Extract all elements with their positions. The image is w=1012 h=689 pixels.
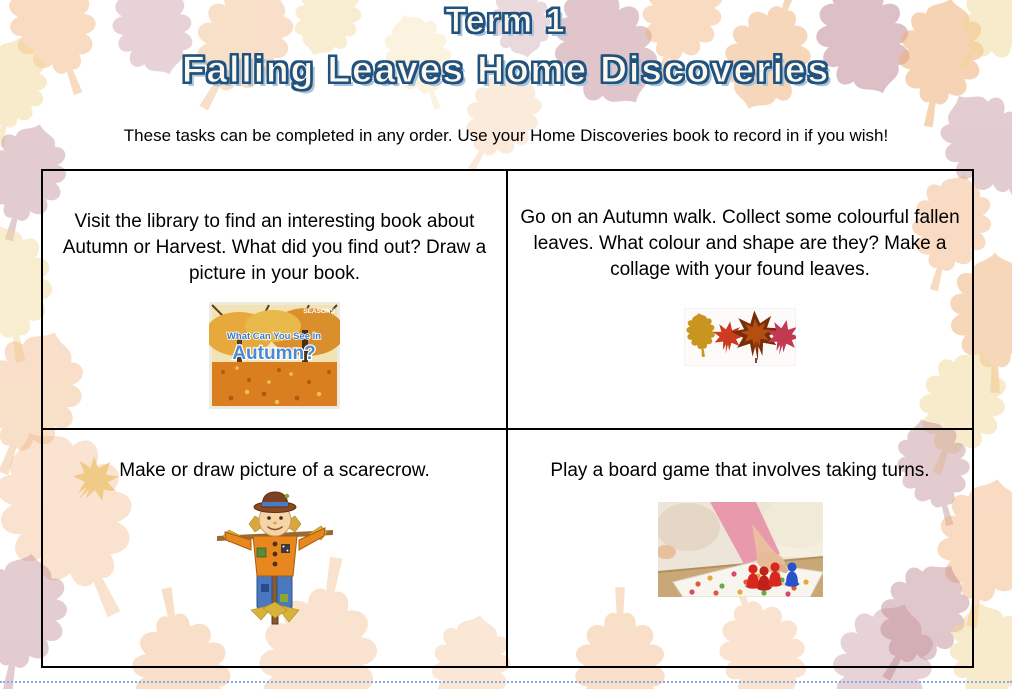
title-block xyxy=(0,0,1012,91)
task-table xyxy=(41,169,974,668)
task-cell-autumn-walk xyxy=(508,171,972,430)
instructions-text: These tasks can be completed in any order. Use your Home Discoveries book to record in if you wish! xyxy=(123,126,889,145)
page-margin-dotted-line xyxy=(0,681,1012,683)
book-top-label: What Can You See in xyxy=(226,330,322,342)
book-title-label: Autumn? xyxy=(232,342,316,364)
board-game-image xyxy=(658,502,823,597)
page-title-main: Falling Leaves Home Discoveries xyxy=(181,49,831,90)
autumn-book-cover-image xyxy=(209,302,340,409)
task-text: Play a board game that involves taking turns. xyxy=(550,460,930,481)
scarecrow-image xyxy=(211,490,339,628)
task-text: Visit the library to find an interesting book about Autumn or Harvest. What did you find out? Draw a picture in your book. xyxy=(62,211,487,285)
task-text: Go on an Autumn walk. Collect some colourful fallen leaves. What colour and shape are they? Make a collage with your found leaves. xyxy=(520,207,960,281)
page-title-term: Term 1 xyxy=(445,2,567,40)
fallen-leaves-image xyxy=(684,308,796,366)
book-corner-label: SEASONS xyxy=(303,307,335,315)
task-cell-scarecrow xyxy=(43,430,508,666)
task-cell-library xyxy=(43,171,508,430)
task-text: Make or draw picture of a scarecrow. xyxy=(119,460,430,481)
task-cell-board-game xyxy=(508,430,972,666)
